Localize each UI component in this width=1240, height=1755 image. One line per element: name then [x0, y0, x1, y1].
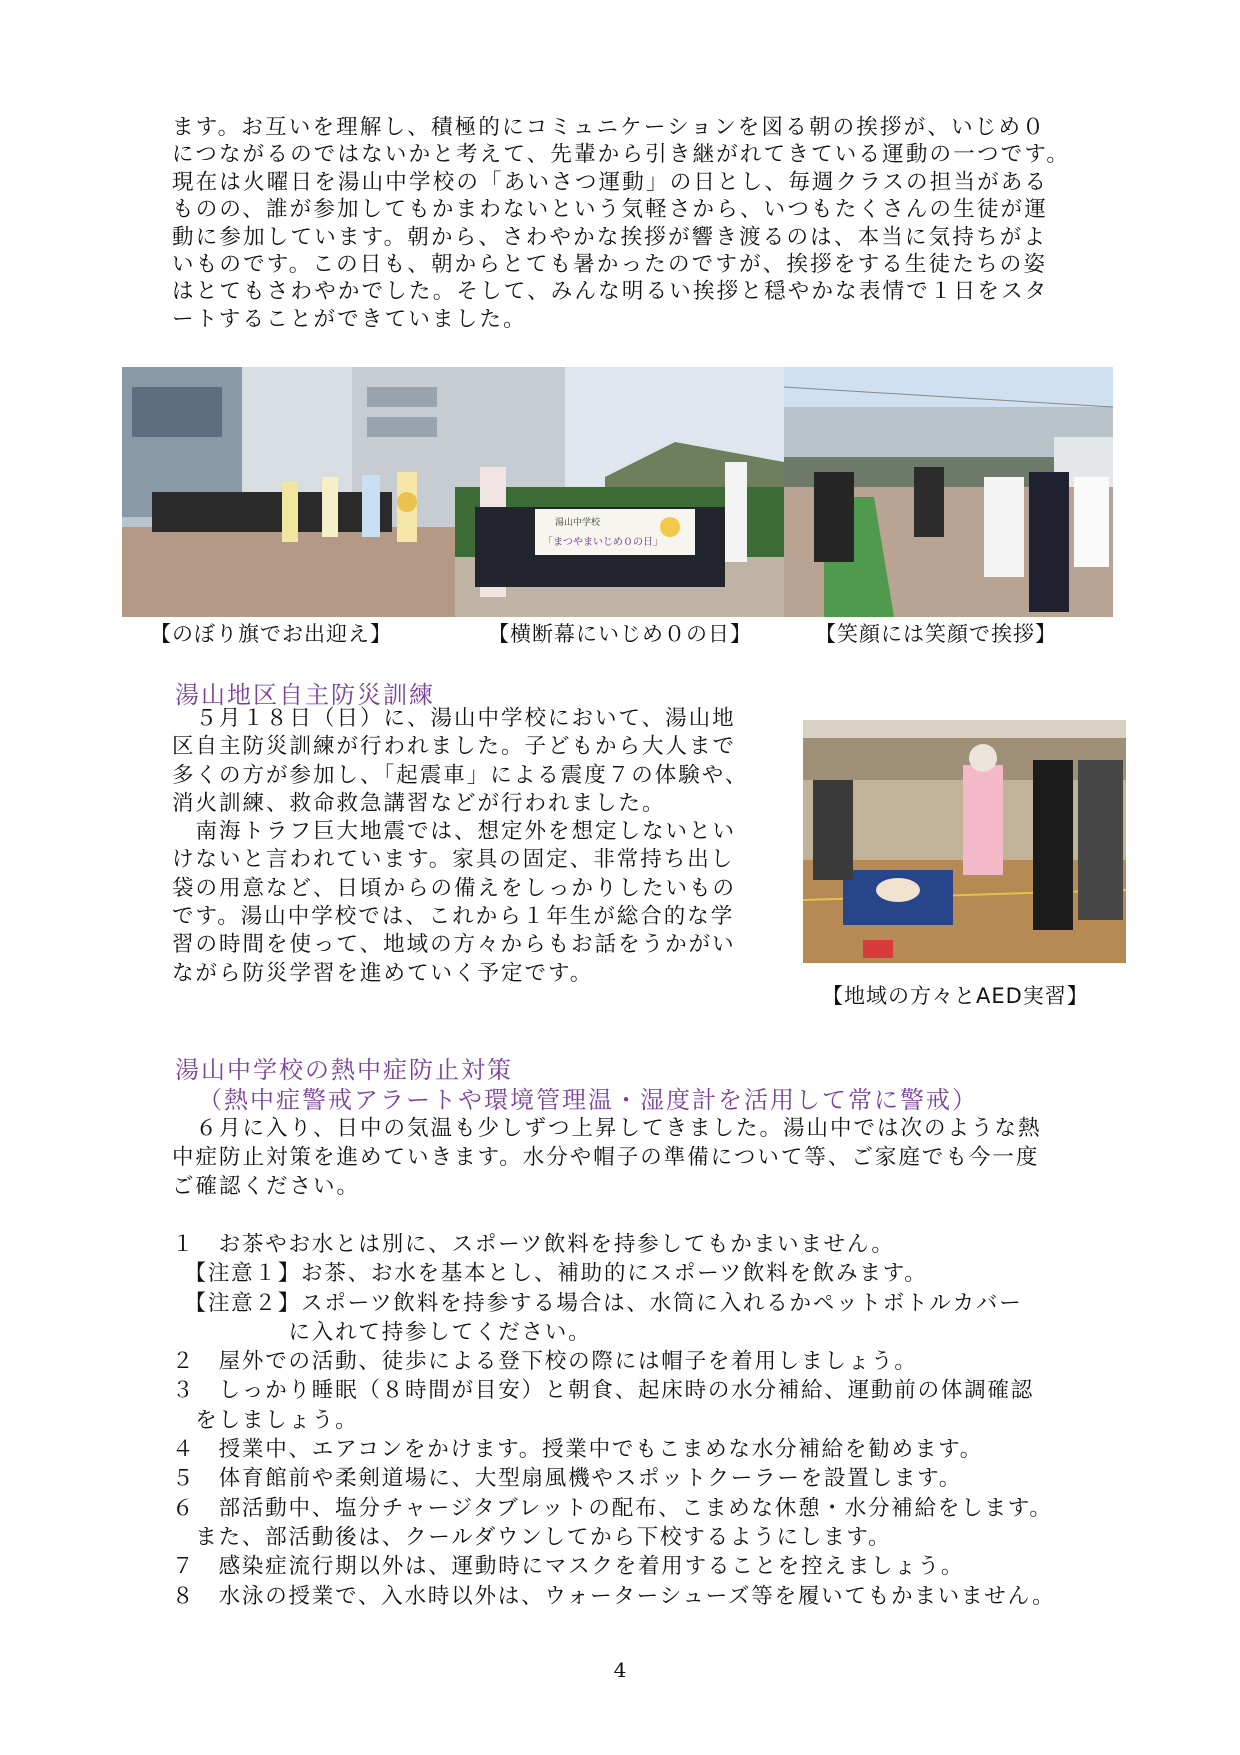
heat-measures-list: [172, 1230, 1112, 1611]
bousai-line: 袋の用意など、日頃からの備えをしっかりしたいもの: [172, 875, 737, 901]
intro-line: ートすることができていました。: [172, 306, 527, 332]
heading-bousai: 湯山地区自主防災訓練: [175, 681, 435, 709]
heat-line: ６月に入り、日中の気温も少しずつ上昇してきました。湯山中では次のような熱: [172, 1116, 1042, 1141]
heat-line: ご確認ください。: [172, 1174, 361, 1199]
list-item: に入れて持参してください。: [172, 1319, 592, 1345]
intro-line: 動に参加しています。朝から、さわやかな挨拶が響き渡るのは、本当に気持ちがよ: [172, 224, 1048, 250]
bousai-line: ５月１８日（日）に、湯山中学校において、湯山地: [172, 706, 736, 731]
page-number: 4: [613, 1658, 627, 1682]
bousai-line: 南海トラフ巨大地震では、想定外を想定しないとい: [172, 819, 737, 845]
list-item: 【注意２】スポーツ飲料を持参する場合は、水筒に入れるかペットボトルカバー: [172, 1290, 1023, 1316]
bousai-line: けないと言われています。家具の固定、非常持ち出し: [172, 847, 735, 873]
list-item: をしましょう。: [172, 1407, 359, 1433]
caption-smile-greeting: 【笑顔には笑顔で挨拶】: [815, 622, 1057, 646]
list-item: ２ 屋外での活動、徒歩による登下校の際には帽子を着用しましょう。: [172, 1349, 918, 1375]
list-item: ４ 授業中、エアコンをかけます。授業中でもこまめな水分補給を勧めます。: [172, 1437, 983, 1463]
intro-line: ます。お互いを理解し、積極的にコミュニケーションを図る朝の挨拶が、いじめ０: [172, 115, 1046, 140]
photo-flag-welcome: [122, 367, 455, 617]
bousai-line: 区自主防災訓練が行われました。子どもから大人まで: [172, 734, 737, 760]
bousai-line: ながら防災学習を進めていく予定です。: [172, 960, 594, 986]
list-item: ８ 水泳の授業で、入水時以外は、ウォーターシューズ等を履いてもかまいません。: [172, 1583, 1056, 1609]
heading-heat: 湯山中学校の熱中症防止対策: [175, 1056, 513, 1084]
heat-line: 中症防止対策を進めていきます。水分や帽子の準備について等、ご家庭でも今一度: [172, 1145, 1040, 1170]
list-item: ５ 体育館前や柔剣道場に、大型扇風機やスポットクーラーを設置します。: [172, 1466, 963, 1492]
list-item: １ お茶やお水とは別に、スポーツ飲料を持参してもかまいません。: [172, 1232, 895, 1257]
banner-text-ijime-zero: 「まつやまいじめ０の日」: [543, 537, 663, 548]
list-item: ６ 部活動中、塩分チャージタブレットの配布、こまめな休憩・水分補給をします。: [172, 1495, 1053, 1521]
intro-line: ものの、誰が参加してもかまわないという気軽さから、いつもたくさんの生徒が運: [172, 197, 1049, 223]
bousai-line: です。湯山中学校では、これから１年生が総合的な学: [172, 904, 735, 930]
list-item: ７ 感染症流行期以外は、運動時にマスクを着用することを控えましょう。: [172, 1554, 965, 1580]
intro-paragraph: [172, 114, 1102, 333]
list-item: 【注意１】お茶、お水を基本とし、補助的にスポーツ飲料を飲みます。: [172, 1261, 928, 1287]
photo-aed-training: [803, 720, 1126, 963]
bousai-line: 多くの方が参加し、「起震車」による震度７の体験や、: [172, 762, 749, 788]
banner-text-school: 湯山中学校: [555, 518, 601, 528]
caption-banner-ijime-zero: 【横断幕にいじめ０の日】: [488, 622, 752, 646]
intro-line: いものです。この日も、朝からとても暑かったのですが、挨拶をする生徒たちの姿: [172, 252, 1048, 278]
intro-line: 現在は火曜日を湯山中学校の「あいさつ運動」の日とし、毎週クラスの担当がある: [172, 169, 1049, 195]
heat-paragraph: [172, 1114, 1102, 1201]
bousai-line: 消火訓練、救命救急講習などが行われました。: [172, 790, 666, 816]
intro-line: はとてもさわやかでした。そして、みんな明るい挨拶と穏やかな表情で１日をスタ: [172, 279, 1049, 305]
bousai-line: 習の時間を使って、地域の方々からもお話をうかがい: [172, 932, 736, 958]
intro-line: につながるのではないかと考えて、先輩から引き継がれてきている運動の一つです。: [172, 142, 1071, 168]
photo-smile-greeting: [784, 367, 1113, 617]
caption-flag-welcome: 【のぼり旗でお出迎え】: [150, 622, 392, 646]
list-item: ３ しっかり睡眠（８時間が目安）と朝食、起床時の水分補給、運動前の体調確認: [172, 1378, 1035, 1404]
list-item: また、部活動後は、クールダウンしてから下校するようにします。: [172, 1524, 892, 1550]
photo-banner-ijime-zero: [455, 367, 784, 617]
caption-aed-training: 【地域の方々とAED実習】: [822, 984, 1089, 1008]
subheading-heat: （熱中症警戒アラートや環境管理温・湿度計を活用して常に警戒）: [198, 1086, 978, 1114]
bousai-paragraph: [172, 705, 792, 988]
